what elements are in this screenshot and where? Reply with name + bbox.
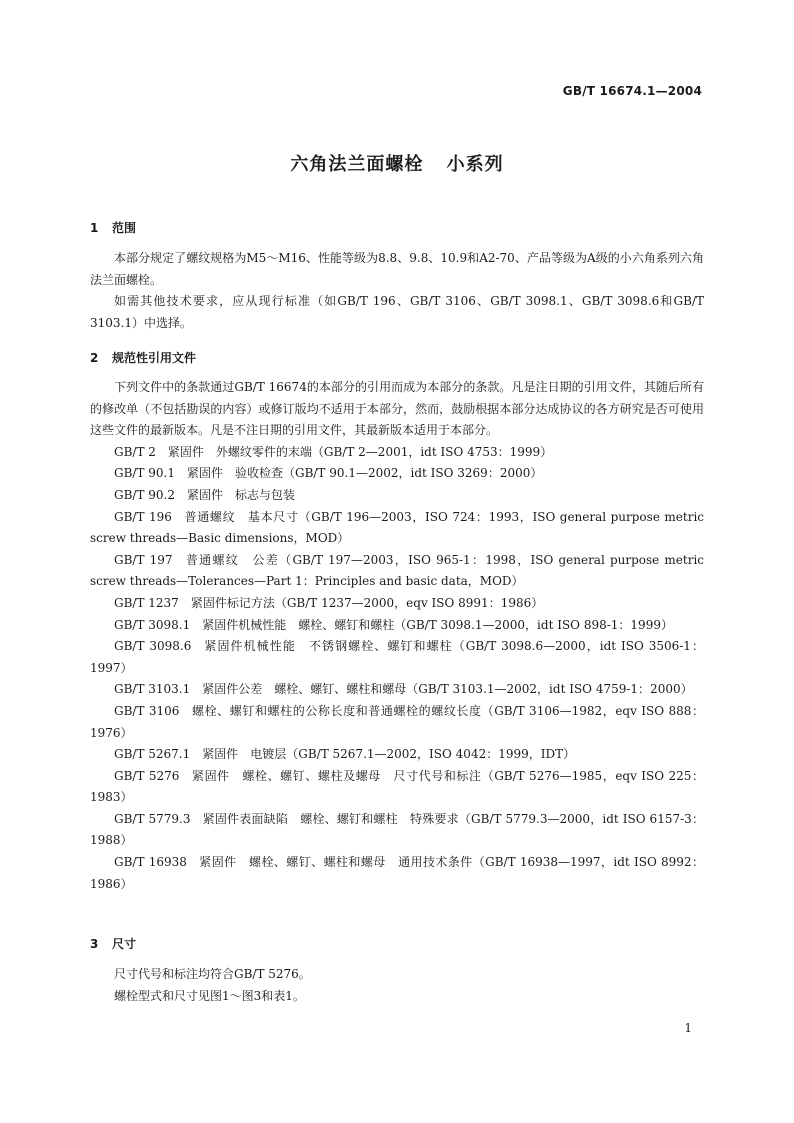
section-number: 1 bbox=[90, 221, 99, 235]
reference-item bbox=[90, 744, 704, 766]
reference-text: 紧固件 标志与包装 bbox=[186, 487, 295, 502]
reference-item bbox=[90, 615, 704, 637]
reference-item bbox=[90, 809, 704, 852]
reference-text: 紧固件标记方法（GB/T 1237—2000，eqv ISO 8991：1986） bbox=[190, 595, 544, 610]
reference-code: GB/T 2 bbox=[114, 444, 156, 459]
reference-item bbox=[90, 550, 704, 593]
section-heading-dimensions bbox=[90, 935, 136, 952]
reference-text: 普通螺纹 公差（GB/T 197—2003，ISO 965-1：1998，ISO general purpose metric screw threads—Tolerances—Part 1：Principles and basic data，MOD） bbox=[90, 552, 704, 589]
reference-item bbox=[90, 442, 704, 464]
reference-code: GB/T 16938 bbox=[114, 855, 187, 870]
reference-code: GB/T 196 bbox=[114, 509, 172, 524]
reference-code: GB/T 3106 bbox=[114, 703, 180, 718]
reference-code: GB/T 90.2 bbox=[114, 487, 175, 502]
reference-item bbox=[90, 507, 704, 550]
reference-item bbox=[90, 485, 704, 507]
reference-item bbox=[90, 463, 704, 485]
document-title: 六角法兰面螺栓 小系列 bbox=[290, 154, 504, 175]
reference-code: GB/T 5779.3 bbox=[114, 811, 191, 826]
reference-item bbox=[90, 636, 704, 679]
reference-item bbox=[90, 852, 704, 895]
section-heading-normative-references bbox=[90, 349, 196, 366]
standard-code: GB/T 16674.1—2004 bbox=[562, 84, 702, 98]
reference-text: 普通螺纹 基本尺寸（GB/T 196—2003，ISO 724：1993，ISO general purpose metric screw threads—Basic dimensions，MOD） bbox=[90, 509, 705, 546]
reference-code: GB/T 3098.6 bbox=[114, 639, 192, 654]
page-number: 1 bbox=[684, 1021, 692, 1035]
section-body-scope bbox=[90, 248, 704, 334]
reference-text: 紧固件 螺栓、螺钉、螺柱和螺母 通用技术条件（GB/T 16938—1997，idt ISO 8992：1986） bbox=[90, 855, 704, 891]
reference-code: GB/T 5276 bbox=[114, 768, 180, 783]
reference-code: GB/T 197 bbox=[114, 552, 173, 567]
paragraph: 下列文件中的条款通过GB/T 16674的本部分的引用而成为本部分的条款。凡是注日期的引用文件，其随后所有的修改单（不包括勘误的内容）或修订版均不适用于本部分，然而，鼓励根据本部分达成协议的各方研究是否可使用这些文件的最新版本。凡是不注日期的引用文件，其最新版本适用于本部分。 bbox=[90, 380, 704, 438]
section-heading-scope bbox=[90, 219, 136, 236]
section-body-dimensions bbox=[90, 964, 704, 1007]
reference-text: 紧固件公差 螺栓、螺钉、螺柱和螺母（GB/T 3103.1—2002，idt ISO 4759-1：2000） bbox=[202, 682, 693, 697]
reference-item bbox=[90, 701, 704, 744]
reference-text: 紧固件机械性能 螺栓、螺钉和螺柱（GB/T 3098.1—2000，idt ISO 898-1：1999） bbox=[202, 617, 673, 632]
reference-code: GB/T 1237 bbox=[114, 595, 179, 610]
reference-item bbox=[90, 593, 704, 615]
paragraph: 如需其他技术要求，应从现行标准（如GB/T 196、GB/T 3106、GB/T 3098.1、GB/T 3098.6和GB/T 3103.1）中选择。 bbox=[90, 294, 704, 330]
reference-text: 紧固件 螺栓、螺钉、螺柱及螺母 尺寸代号和标注（GB/T 5276—1985，eqv ISO 225：1983） bbox=[90, 768, 704, 805]
section-number: 3 bbox=[90, 937, 99, 951]
reference-code: GB/T 3103.1 bbox=[114, 682, 191, 697]
reference-item bbox=[90, 766, 704, 809]
reference-text: 螺栓、螺钉和螺柱的公称长度和普通螺栓的螺纹长度（GB/T 3106—1982，eqv ISO 888：1976） bbox=[90, 703, 704, 740]
section-title: 范围 bbox=[112, 221, 137, 235]
reference-code: GB/T 5267.1 bbox=[114, 747, 191, 762]
section-title: 规范性引用文件 bbox=[112, 351, 197, 365]
reference-text: 紧固件 验收检查（GB/T 90.1—2002，idt ISO 3269：2000） bbox=[186, 466, 543, 481]
reference-text: 紧固件 外螺纹零件的末端（GB/T 2—2001，idt ISO 4753：1999） bbox=[167, 444, 553, 459]
section-body-normative-references bbox=[90, 377, 704, 895]
reference-code: GB/T 90.1 bbox=[114, 466, 175, 481]
reference-list bbox=[90, 442, 704, 895]
paragraph: 本部分规定了螺纹规格为M5～M16、性能等级为8.8、9.8、10.9和A2-70、产品等级为A级的小六角系列六角法兰面螺栓。 bbox=[90, 251, 704, 287]
reference-text: 紧固件 电镀层（GB/T 5267.1—2002，ISO 4042：1999，IDT） bbox=[202, 747, 576, 762]
section-title: 尺寸 bbox=[112, 937, 137, 951]
paragraph: 尺寸代号和标注均符合GB/T 5276。 bbox=[114, 967, 311, 981]
reference-text: 紧固件表面缺陷 螺栓、螺钉和螺柱 特殊要求（GB/T 5779.3—2000，idt ISO 6157-3：1988） bbox=[90, 811, 704, 848]
section-number: 2 bbox=[90, 351, 99, 365]
paragraph: 螺栓型式和尺寸见图1～图3和表1。 bbox=[114, 988, 305, 1003]
reference-code: GB/T 3098.1 bbox=[114, 617, 191, 632]
reference-text: 紧固件机械性能 不锈钢螺栓、螺钉和螺柱（GB/T 3098.6—2000，idt ISO 3506-1：1997） bbox=[90, 639, 704, 675]
reference-item bbox=[90, 679, 704, 701]
